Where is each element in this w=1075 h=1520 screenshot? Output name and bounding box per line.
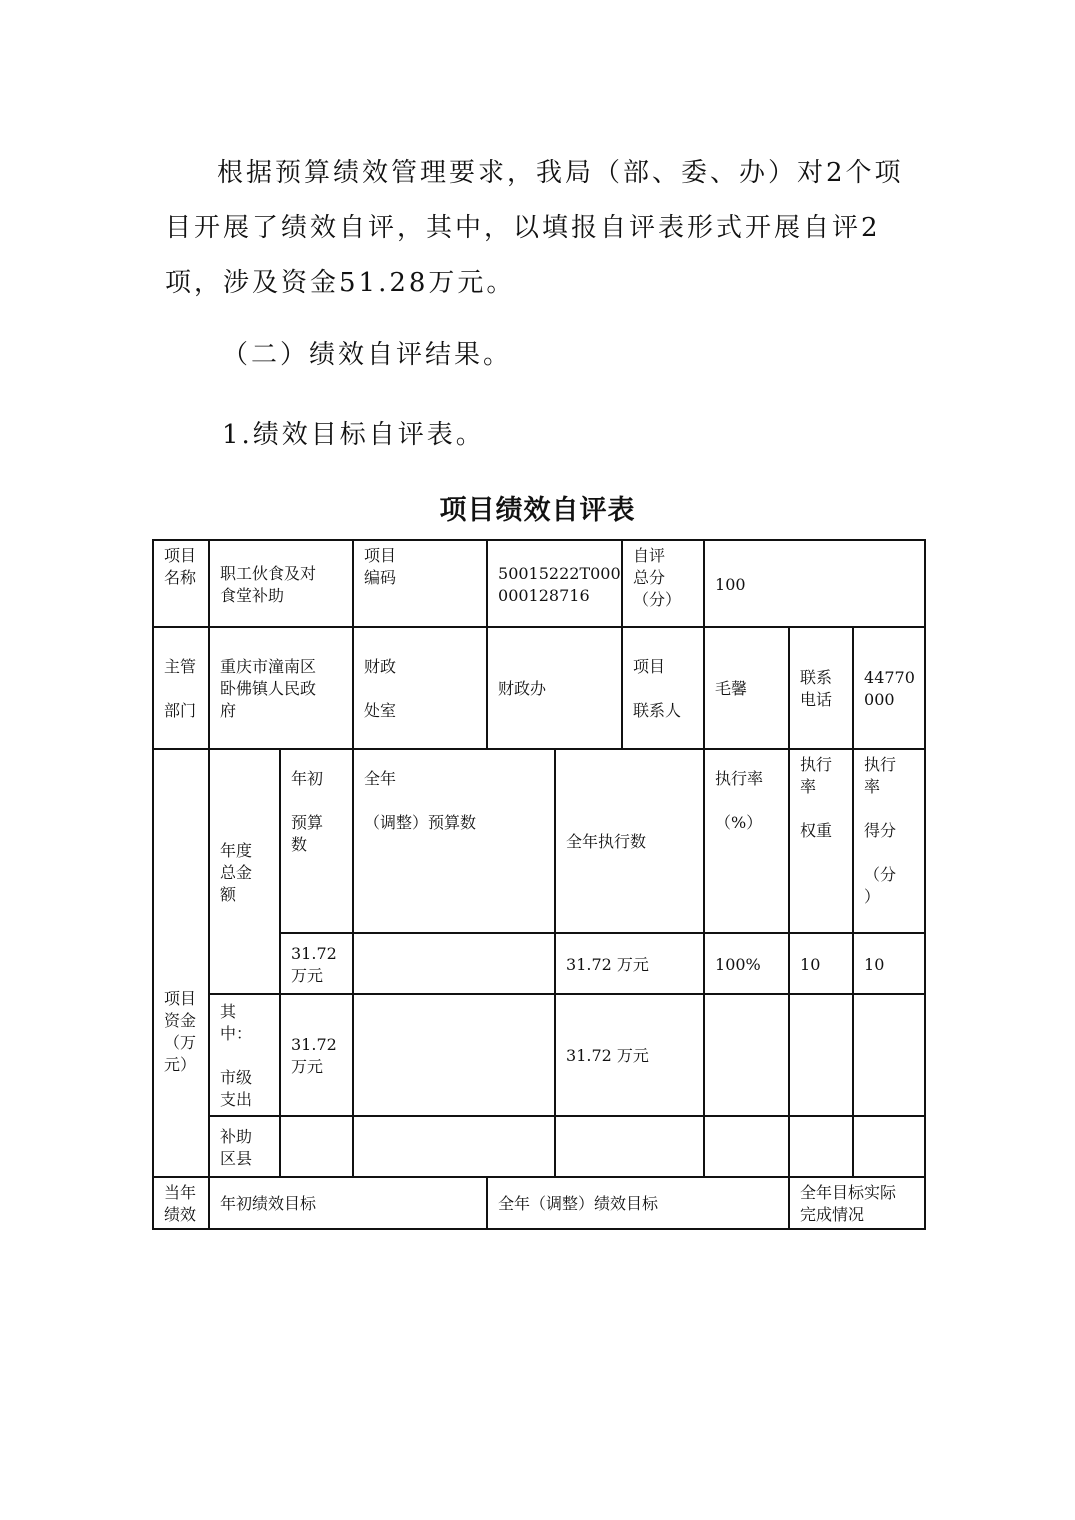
goals-label: 当年 绩效 [153, 1177, 209, 1229]
city-score [853, 994, 925, 1116]
phone-value: 44770 000 [853, 627, 925, 749]
district-adjusted-budget [353, 1116, 555, 1177]
district-score [853, 1116, 925, 1177]
annual-total-label: 年度 总金 额 [209, 749, 280, 994]
total-score: 10 [853, 933, 925, 994]
district-initial-budget [280, 1116, 353, 1177]
total-initial-budget: 31.72 万元 [280, 933, 353, 994]
city-expense-label: 其 中： 市级 支出 [209, 994, 280, 1116]
project-name-value: 职工伙食及对 食堂补助 [209, 540, 353, 627]
project-code-label: 项目 编码 [353, 540, 487, 627]
section-heading: （二）绩效自评结果。 [222, 340, 513, 370]
initial-goals-label: 年初绩效目标 [209, 1177, 487, 1229]
weight-label: 执行 率 权重 [789, 749, 853, 933]
finance-value: 财政办 [487, 627, 622, 749]
executed-label: 全年执行数 [555, 749, 704, 933]
city-weight [789, 994, 853, 1116]
dept-label: 主管 部门 [153, 627, 209, 749]
city-executed: 31.72 万元 [555, 994, 704, 1116]
district-subsidy-label: 补助 区县 [209, 1116, 280, 1177]
adjusted-budget-label: 全年 （调整）预算数 [353, 749, 555, 933]
rate-score-label: 执行 率 得分 （分 ） [853, 749, 925, 933]
initial-budget-label: 年初 预算 数 [280, 749, 353, 933]
table-title: 项目绩效自评表 [439, 495, 636, 526]
total-weight: 10 [789, 933, 853, 994]
score-label: 自评 总分 （分） [622, 540, 704, 627]
self-evaluation-table [152, 539, 926, 1230]
district-rate [704, 1116, 789, 1177]
city-initial-budget: 31.72 万元 [280, 994, 353, 1116]
total-adjusted-budget [353, 933, 555, 994]
finance-label: 财政 处室 [353, 627, 487, 749]
project-code-value: 50015222T000 000128716 [487, 540, 622, 627]
project-name-label: 项目 名称 [153, 540, 209, 627]
total-rate: 100% [704, 933, 789, 994]
intro-paragraph: 根据预算绩效管理要求，我局（部、委、办）对2个项目开展了绩效自评，其中，以填报自评表形式开展自评2项，涉及资金51.28万元。 [165, 158, 904, 298]
city-adjusted-budget [353, 994, 555, 1116]
score-value: 100 [704, 540, 925, 627]
district-executed [555, 1116, 704, 1177]
actual-completion-label: 全年目标实际 完成情况 [789, 1177, 925, 1229]
contact-value: 毛馨 [704, 627, 789, 749]
total-executed: 31.72 万元 [555, 933, 704, 994]
funds-label: 项目 资金 （万 元） [153, 749, 209, 1177]
city-rate [704, 994, 789, 1116]
rate-label: 执行率 （%） [704, 749, 789, 933]
adjusted-goals-label: 全年（调整）绩效目标 [487, 1177, 789, 1229]
district-weight [789, 1116, 853, 1177]
dept-value: 重庆市潼南区 卧佛镇人民政 府 [209, 627, 353, 749]
subsection-heading: 1.绩效目标自评表。 [222, 420, 485, 450]
contact-label: 项目 联系人 [622, 627, 704, 749]
phone-label: 联系 电话 [789, 627, 853, 749]
